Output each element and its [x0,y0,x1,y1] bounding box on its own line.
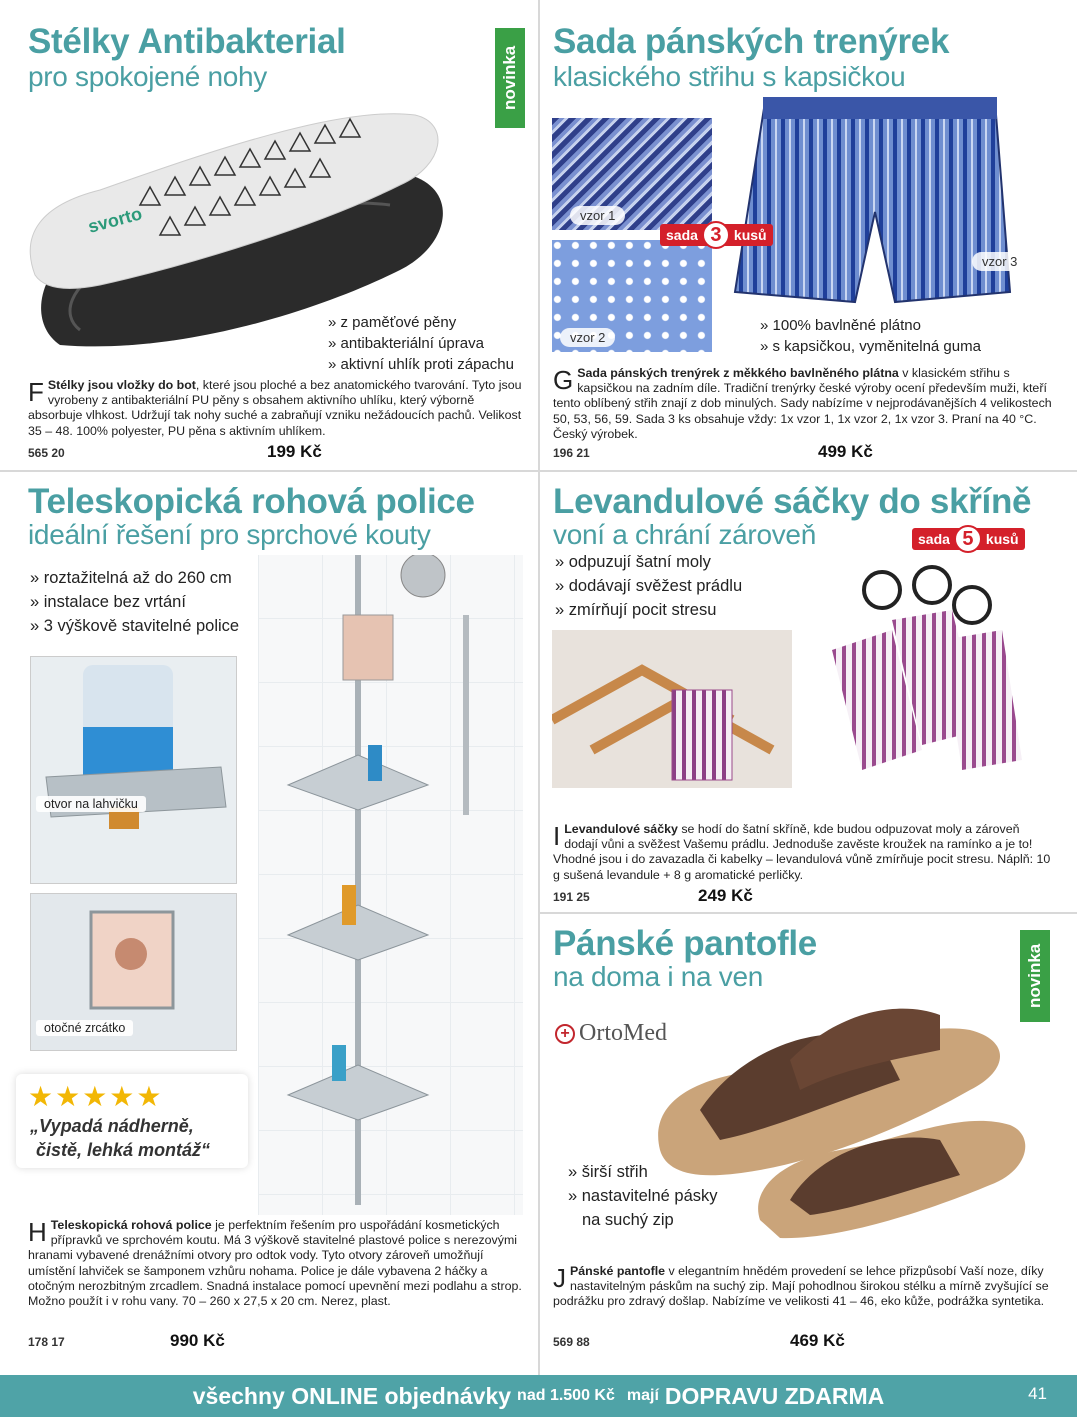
product-subtitle: voní a chrání zároveň [553,519,816,550]
feature-item: » dodávají svěžest prádlu [555,577,743,595]
product-description [28,1218,523,1309]
page-number: 41 [1028,1384,1047,1403]
feature-item: » instalace bez vrtání [30,593,186,611]
pattern-label: vzor 3 [972,252,1027,271]
review-quote: čistě, lehká montáž“ [36,1140,211,1160]
section-divider [540,470,1077,472]
feature-item: » 100% bavlněné plátno [760,317,921,334]
set-badge-count: 3 [702,221,730,249]
pattern-label: vzor 2 [560,328,615,347]
brand-name: OrtoMed [579,1020,667,1046]
product-code: 565 20 [28,446,65,460]
feature-item: » roztažitelná až do 260 cm [30,569,232,587]
image-caption: otočné zrcátko [36,1020,133,1036]
footer-text: DOPRAVU ZDARMA [664,1382,885,1409]
hangers-image [552,630,792,788]
novinka-badge: novinka [495,28,525,128]
feature-item: » zmírňují pocit stresu [555,601,717,619]
product-title: Pánské pantofle [553,924,817,963]
pattern-label: vzor 1 [570,206,625,225]
description-text: v elegantním hnědém provedení se lehce přizpůsobí Vaší noze, díky nastavitelným páskům na suchý zip. Mají pohodlnou širokou stélku a mírně zvyšující se podrážku pro zdravý došlap. Nabízíme ve velikosti 41 – 46, eko kůže, podrážka syntetika. [553,1264,1049,1309]
feature-item: » širší střih [568,1163,648,1181]
feature-item: » 3 výškově stavitelné police [30,617,240,635]
product-code: 178 17 [28,1335,65,1349]
footer-text: mají [626,1387,659,1404]
cross-icon: + [555,1024,575,1044]
catalog-letter: J [553,1263,566,1293]
description-text: , které jsou ploché a bez anatomického tvarování. Tyto jsou vyrobeny z antibakteriální PU pěny s obsahem aktivního uhlíku, který výborně absorbuje vlhkost. Udržují tak nohy suché a zabraňují vzniku nežádoucích pachů. Velikost 35 – 48. 100% polyester, PU pěna s aktivním uhlíkem. [28,378,522,438]
catalog-letter: G [553,365,574,395]
feature-item: na suchý zip [582,1211,674,1229]
sachets-image [822,560,1042,790]
product-description [28,378,523,439]
catalog-letter: H [28,1217,47,1247]
set-badge-unit: kusů [985,531,1019,547]
feature-list [328,312,514,375]
description-text: se hodí do šatní skříně, kde budou odpuzovat moly a zároveň dodají vůni a svěžest Vašemu prádlu. Jednoduše zavěste kroužek na ramínko a je to! Vhodné jsou i do zavazadla či kabelky – levandulová vůně zmírňuje pocit stresu. Náplň: 10 g sušená levandule + 8 g aromatické perličky. [553,822,1051,882]
product-subtitle: klasického střihu s kapsičkou [553,61,906,92]
feature-list [568,1160,718,1232]
product-description [553,1264,1053,1310]
product-price: 990 Kč [170,1331,225,1350]
product-price: 499 Kč [818,442,873,461]
description-text: je perfektním řešením pro uspořádání kosmetických přípravků ve sprchovém koutu. Má 3 výškově stavitelné plastové police s nerezovými hranami vybavené drenážními otvory pro odtok vody. Tyto otvory zároveň umožňují umístění lahviček se šamponem vzhůru nohama. Police je dále vybavena 2 háčky a otočným nerozbitným zrcadlem. Snadná instalace pomocí upevnění mezi podlahu a strop. Možno použít i v rohu vany. 70 – 260 x 27,5 x 20 cm. Nerez, plast. [28,1218,522,1309]
product-code: 196 21 [553,446,590,460]
footer-text: nad 1.500 Kč [517,1387,615,1404]
feature-item: » z paměťové pěny [328,314,457,331]
feature-item: » odpuzují šatní moly [555,553,711,571]
set-badge-unit: kusů [733,227,767,243]
product-description [553,366,1053,442]
feature-item: » s kapsičkou, vyměnitelná guma [760,338,981,355]
footer-banner [0,1375,1077,1417]
boxers-image [725,92,1025,312]
product-price: 469 Kč [790,1331,845,1350]
product-description [553,822,1053,883]
section-divider [540,912,1077,914]
description-lead: Sada pánských trenýrek z měkkého bavlněného plátna [577,366,899,380]
image-caption: otvor na lahvičku [36,796,146,812]
description-lead: Pánské pantofle [570,1264,666,1278]
product-title: Stélky Antibakterial [28,22,346,61]
novinka-badge: novinka [1020,930,1050,1022]
product-code: 569 88 [553,1335,590,1349]
set-badge-label: sada [918,531,950,547]
feature-list [30,566,239,638]
feature-item: » nastavitelné pásky [568,1187,718,1205]
set-badge [912,528,1025,550]
section-divider [0,470,538,472]
description-lead: Levandulové sáčky [564,822,678,836]
product-title: Sada pánských trenýrek [553,22,950,61]
column-divider [538,0,540,1375]
product-subtitle: pro spokojené nohy [28,61,267,92]
brand-logo: svorto [85,203,145,237]
bottle-holder-image [30,656,237,884]
catalog-letter: F [28,377,44,407]
product-title: Teleskopická rohová police [28,482,475,521]
product-title: Levandulové sáčky do skříně [553,482,1032,521]
rating-stars: ★★★★★ [28,1081,164,1112]
product-subtitle: na doma i na ven [553,961,764,992]
review-quote: „Vypadá nádherně, [30,1116,194,1136]
shower-image [258,555,523,1215]
feature-list [555,550,742,622]
catalog-letter: I [553,821,561,851]
product-subtitle: ideální řešení pro sprchové kouty [28,519,431,550]
feature-list [760,315,981,357]
description-text: v klasickém střihu s kapsičkou na zadním díle. Tradiční trenýrky české výroby ocení především muži, kteří tento oblíbený střih znají z dob minulých. Sady nabízíme v nejprodávanějších 4 velikostech 50, 53, 56, 59. Sada 3 ks obsahuje vždy: 1x vzor 1, 1x vzor 2, 1x vzor 3. Praní na 40 °C. Český výrobek. [553,366,1052,441]
review-box [16,1074,248,1168]
description-lead: Teleskopická rohová police [50,1218,212,1232]
product-price: 249 Kč [698,886,753,905]
feature-item: » antibakteriální úprava [328,335,484,352]
product-price: 199 Kč [267,442,322,461]
feature-item: » aktivní uhlík proti zápachu [328,356,514,373]
description-lead: Stélky jsou vložky do bot [47,378,196,392]
set-badge-count: 5 [954,525,982,553]
footer-text: všechny ONLINE objednávky [192,1382,512,1409]
set-badge [660,224,773,246]
product-code: 191 25 [553,890,590,904]
set-badge-label: sada [666,227,698,243]
